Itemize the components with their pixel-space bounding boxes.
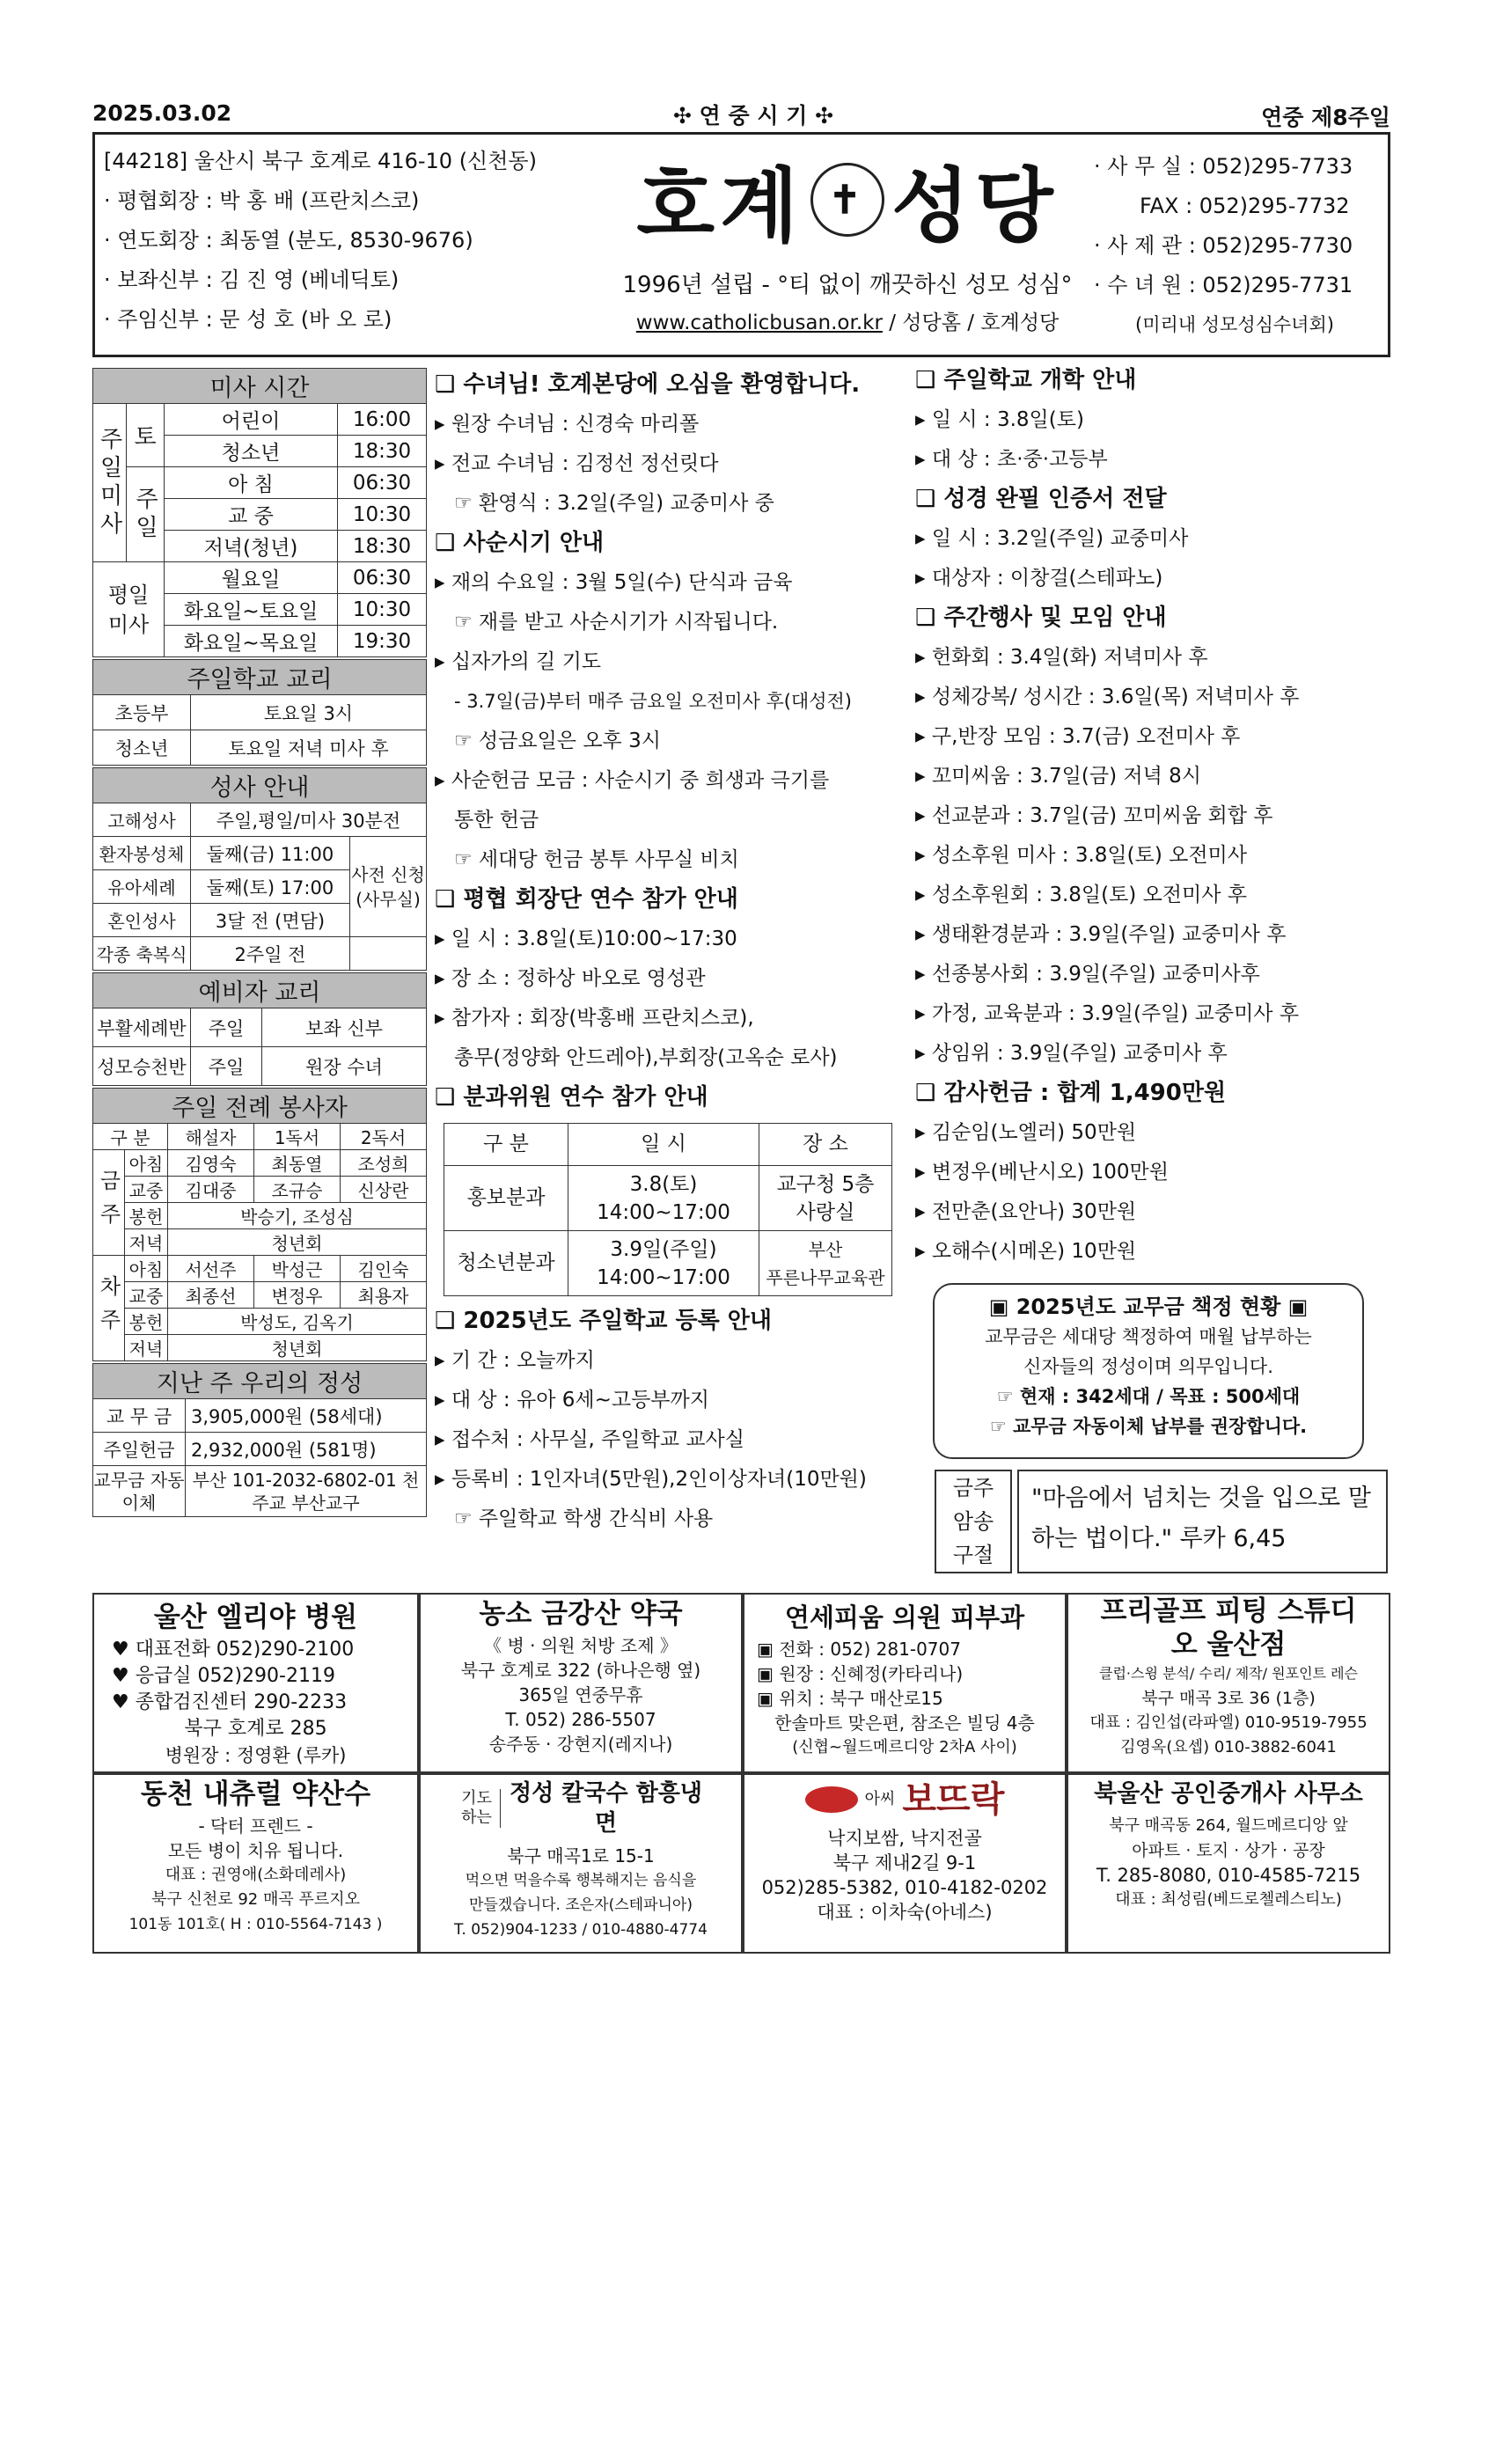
tithe-status-box: ▣ 2025년도 교무금 책정 현황 ▣ 교무금은 세대당 책정하여 매월 납부하는 신자들의 정성이며 의무입니다. ☞ 현재 : 342세대 / 목표 : 500세대 ☞ 교무금 자동이체 납부를 권장합니다. xyxy=(933,1283,1364,1459)
mass-times-table: 미사 시간 주일미사 토 어린이 16:00 청소년 18:30 주일 아 침 06:30 교 중 10:30 저녁(청년) 18:30 평일미사 월요일 06:30 화요일~토요일 10:30 화요일~목요일 19:30 xyxy=(92,368,427,657)
committee-training-table: 구 분 일 시 장 소 홍보분과 3.8(토) 14:00~17:00 교구청 5층 사랑실 청소년분과 3.9일(주일) 14:00~17:00 부산 푸른나무교육관 xyxy=(444,1123,892,1296)
council-training-heading: ❑ 평협 회장단 연수 참가 안내 xyxy=(435,886,738,913)
office-phone: · 사 무 실 : 052)295-7733 xyxy=(1094,154,1353,179)
committee-training-heading: ❑ 분과위원 연수 참가 안내 xyxy=(435,1084,708,1111)
school-registration-heading: ❑ 2025년도 주일학교 등록 안내 xyxy=(435,1308,773,1334)
servers-table: 주일 전례 봉사자 구 분 해설자 1독서 2독서 금주 아침 김영숙 최동열 조성희 교중 김대중 조규승 신상란 봉헌 박승기, 조성심 저녁 청년회 차주 아침 서선주 박성근 김인숙 교중 최종선 변정우 최용자 봉헌 박성도, 김옥기 저녁 청년회 xyxy=(92,1088,427,1361)
parish-title: 호계 ✝ 성당 xyxy=(636,158,1059,253)
thanks-offering-heading: ❑ 감사헌금 : 합계 1,490만원 xyxy=(915,1080,1227,1106)
liturgical-season: ✣ 연 중 시 기 ✣ xyxy=(673,103,834,128)
octopus-icon xyxy=(805,1786,858,1813)
ad-restaurant: 아씨 보뜨락 낙지보쌈, 낙지전골 북구 제내2길 9-1 052)285-5382, 010-4182-0202 대표 : 이차숙(아네스) xyxy=(743,1773,1067,1954)
ad-pharmacy: 농소 금강산 약국 《 병 · 의원 처방 조제 》 북구 호계로 322 (하나은행 옆) 365일 연중무휴 T. 052) 286-5507 송주동 · 강현지(레지나) xyxy=(419,1593,743,1773)
convent-phone: · 수 녀 원 : 052)295-7731 xyxy=(1094,273,1353,297)
sunday-school-table: 주일학교 교리 초등부 토요일 3시 청소년 토요일 저녁 미사 후 xyxy=(92,659,427,766)
parish-contacts-left xyxy=(104,142,553,340)
rectory-phone: · 사 제 관 : 052)295-7730 xyxy=(1094,233,1353,258)
sacraments-table: 성사 안내 고해성사 주일,평일/미사 30분전 환자봉성체 둘째(금) 11:00 사전 신청 (사무실) 유아세례 둘째(토) 17:00 혼인성사 3달 전 (면담) 각종 축복식 2주일 전 xyxy=(92,767,427,971)
masthead-center xyxy=(575,135,1120,355)
liturgical-week: 연중 제8주일 xyxy=(1261,105,1390,130)
founded-line: 1996년 설립 - °티 없이 깨끗하신 성모 성심° xyxy=(622,272,1073,298)
website[interactable]: www.catholicbusan.or.kr / 성당홈 / 호계성당 xyxy=(635,312,1060,334)
offering-table: 지난 주 우리의 정성 교 무 금 3,905,000원 (58세대) 주일헌금 2,932,000원 (581명) 교무금 자동이체 부산 101-2032-6802-01 천주교 부산교구 xyxy=(92,1363,427,1517)
school-opening-heading: ❑ 주일학교 개학 안내 xyxy=(915,367,1137,393)
ad-water: 동천 내츄럴 약산수 - 닥터 프렌드 - 모든 병이 치유 됩니다. 대표 : 권영애(소화데레사) 북구 신천로 92 매곡 푸르지오 101동 101호( H : 010-5564-7143 ) xyxy=(92,1773,419,1954)
bible-cert-heading: ❑ 성경 완필 인증서 전달 xyxy=(915,486,1167,512)
ad-golf: 프리골프 피팅 스튜디오 울산점 클럽·스윙 분석/ 수리/ 제작/ 원포인트 레슨 북구 매곡 3로 36 (1층) 대표 : 김인섭(라파엘) 010-9519-7955 김영옥(요셉) 010-3882-6041 xyxy=(1067,1593,1390,1773)
weekly-events-heading: ❑ 주간행사 및 모임 안내 xyxy=(915,605,1167,631)
assistant-priest: · 보좌신부 : 김 진 영 (베네딕토) xyxy=(104,268,400,292)
ad-realty: 북울산 공인중개사 사무소 북구 매곡동 264, 월드메르디앙 앞 아파트 · 토지 · 상가 · 공장 T. 285-8080, 010-4585-7215 대표 : 최성림(베드로첼레스티노) xyxy=(1067,1773,1390,1954)
top-bar xyxy=(92,97,1390,128)
parish-emblem-icon: ✝ xyxy=(810,163,884,237)
left-column xyxy=(92,368,427,1517)
middle-column: ❑ 수녀님! 호계본당에 오심을 환영합니다. ▸ 원장 수녀님 : 신경숙 마리폴 ▸ 전교 수녀님 : 김정선 정선릿다 ☞ 환영식 : 3.2일(주일) 교중미사 중 ❑ 사순시기 안내 ▸ 재의 수요일 : 3월 5일(수) 단식과 금육 ☞ 재를 받고 사순시기가 시작됩니다. ▸ 십자가의 길 기도 - 3.7일(금)부터 매주 금요일 오전미사 후(대성전) ☞ 성금요일은 오후 3시 ▸ 사순헌금 모금 : 사순시기 중 희생과 극기를 통한 헌금 ☞ 세대당 헌금 봉투 사무실 비치 ❑ 평협 회장단 연수 참가 안내 ▸ 일 시 : 3.8일(토)10:00~17:30 ▸ 장 소 : 정하상 바오로 영성관 ▸ 참가자 : 회장(박홍배 프란치스코), 총무(정양화 안드레아),부회장(고옥순 로사) ❑ 분과위원 연수 참가 안내 구 분 일 시 장 소 홍보분과 3.8(토) 14:00~17:00 교구청 5층 사랑실 청소년분과 3.9일(주일) 14:00~17:00 부산 푸른나무교육관 ❑ 2025년도 주일학교 등록 안내 ▸ 기 간 : 오늘까지 ▸ 대 상 : 유아 6세~고등부까지 ▸ 접수처 : 사무실, 주일학교 교사실 ▸ 등록비 : 1인자녀(5만원),2인이상자녀(10만원) ☞ 주일학교 학생 간식비 사용 xyxy=(435,365,908,1539)
council-president: · 평협회장 : 박 홍 배 (프란치스코) xyxy=(104,188,420,213)
yeondo-president: · 연도회장 : 최동열 (분도, 8530-9676) xyxy=(104,228,473,253)
bulletin-date: 2025.03.02 xyxy=(92,100,232,126)
pastor: · 주임신부 : 문 성 호 (바 오 로) xyxy=(104,307,392,332)
parish-contacts-right xyxy=(1094,147,1375,345)
ad-noodles: 기도하는 정성 칼국수 함흥냉면 북구 매곡1로 15-1 먹으면 먹을수록 행복해지는 음식을 만들겠습니다. 조은자(스테파니아) T. 052)904-1233 / 010-4880-4774 xyxy=(419,1773,743,1954)
ad-clinic: 연세피움 의원 피부과 ▣ 전화 : 052) 281-0707 ▣ 원장 : 신혜정(카타리나) ▣ 위치 : 북구 매산로15 한솔마트 맞은편, 참조은 빌딩 4층 (신협~월드메르디앙 2차A 사이) xyxy=(743,1593,1067,1773)
right-column: ❑ 주일학교 개학 안내 ▸ 일 시 : 3.8일(토) ▸ 대 상 : 초·중·고등부 ❑ 성경 완필 인증서 전달 ▸ 일 시 : 3.2일(주일) 교중미사 ▸ 대상자 : 이창걸(스테파노) ❑ 주간행사 및 모임 안내 ▸ 헌화회 : 3.4일(화) 저녁미사 후 ▸ 성체강복/ 성시간 : 3.6일(목) 저녁미사 후 ▸ 구,반장 모임 : 3.7(금) 오전미사 후 ▸ 꼬미씨움 : 3.7일(금) 저녁 8시 ▸ 선교분과 : 3.7일(금) 꼬미씨움 회합 후 ▸ 성소후원 미사 : 3.8일(토) 오전미사 ▸ 성소후원회 : 3.8일(토) 오전미사 후 ▸ 생태환경분과 : 3.9일(주일) 교중미사 후 ▸ 선종봉사회 : 3.9일(주일) 교중미사후 ▸ 가정, 교육분과 : 3.9일(주일) 교중미사 후 ▸ 상임위 : 3.9일(주일) 교중미사 후 ❑ 감사헌금 : 합계 1,490만원 ▸ 김순임(노엘러) 50만원 ▸ 변정우(베난시오) 100만원 ▸ 전만춘(요안나) 30만원 ▸ 오해수(시메온) 10만원 xyxy=(915,361,1390,1272)
fax: FAX : 052)295-7732 xyxy=(1140,194,1350,218)
convent-name: (미리내 성모성심수녀회) xyxy=(1135,314,1334,335)
lent-heading: ❑ 사순시기 안내 xyxy=(435,530,605,556)
section-title: 미사 시간 xyxy=(93,369,427,404)
memory-verse: 금주 암송 구절 "마음에서 넘치는 것을 입으로 말하는 법이다." 루카 6,45 xyxy=(935,1470,1388,1573)
ad-hospital: 울산 엘리야 병원 ♥ 대표전화 052)290-2100 ♥ 응급실 052)290-2119 ♥ 종합검진센터 290-2233 북구 호계로 285 병원장 : 정영환 (루카) xyxy=(92,1593,419,1773)
ad-grid xyxy=(92,1593,1390,1954)
masthead xyxy=(92,132,1390,357)
catechumen-table: 예비자 교리 부활세례반 주일 보좌 신부 성모승천반 주일 원장 수녀 xyxy=(92,972,427,1086)
address: [44218] 울산시 북구 호계로 416-10 (신천동) xyxy=(104,149,537,173)
welcome-sisters-heading: ❑ 수녀님! 호계본당에 오심을 환영합니다. xyxy=(435,371,861,398)
